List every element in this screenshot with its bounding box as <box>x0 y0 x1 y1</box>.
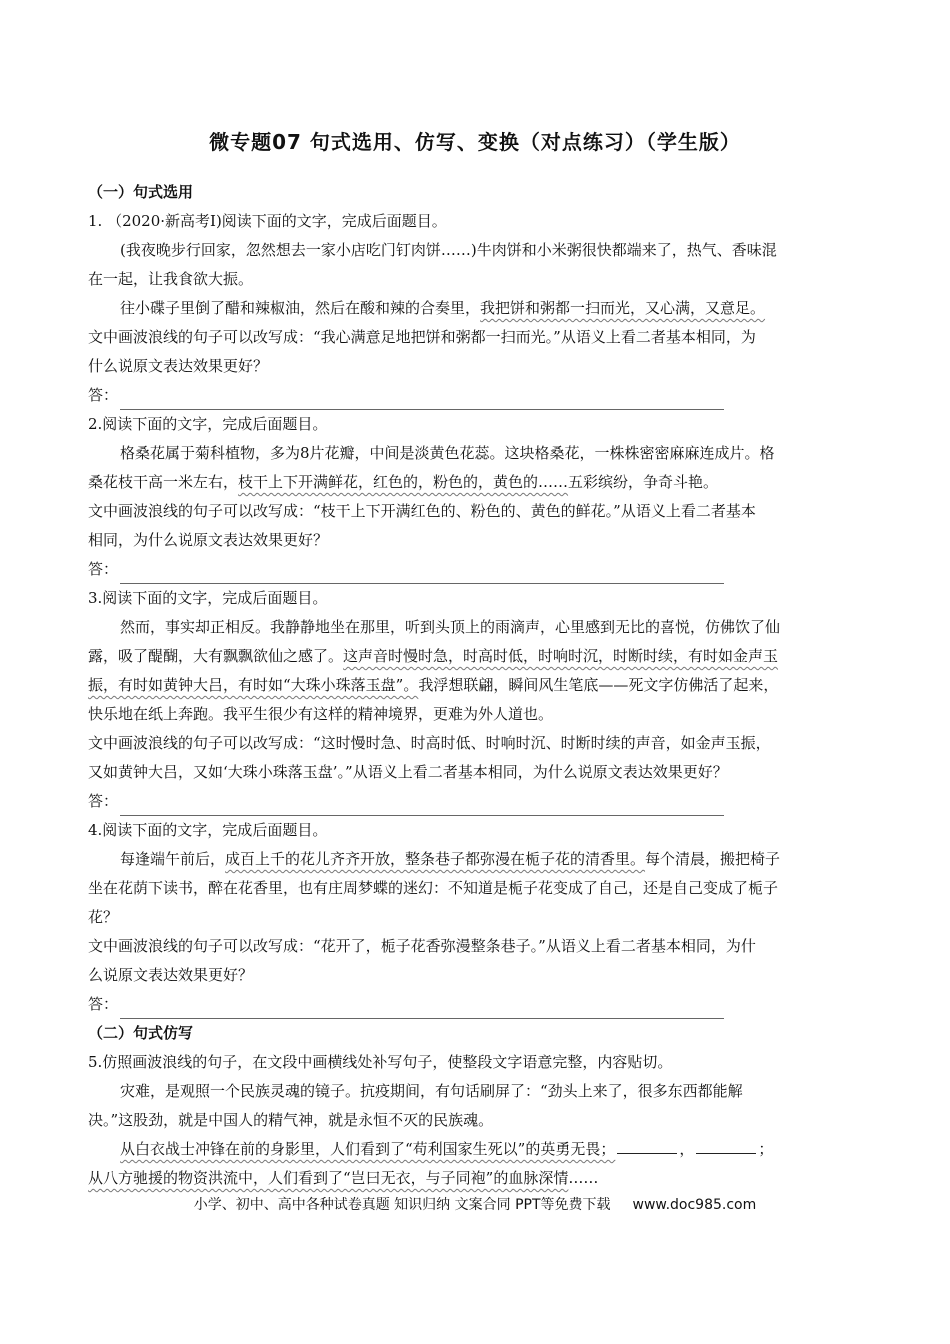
answer-line-2[interactable] <box>88 555 868 584</box>
question-2-passage-line <box>88 468 868 497</box>
document-body <box>88 178 868 1193</box>
plain-text: 我浮想联翩，瞬间风生笔底——死文字仿佛活了起来， <box>418 676 779 694</box>
fill-blank-2[interactable] <box>696 1139 756 1154</box>
fill-blank-1[interactable] <box>617 1139 677 1154</box>
question-2-prompt: 相同，为什么说原文表达效果更好？ <box>88 531 329 549</box>
question-1-stem: 1. （2020·新高考Ⅰ)阅读下面的文字，完成后面题目。 <box>88 212 447 230</box>
page-footer <box>0 1194 950 1214</box>
page-title: 微专题07 句式选用、仿写、变换（对点练习）（学生版） <box>209 130 741 154</box>
question-3-passage-line <box>88 671 868 700</box>
question-4-passage-line: 坐在花荫下读书，醉在花香里，也有庄周梦蝶的迷幻：不知道是栀子花变成了自己，还是自己变成了栀子 <box>88 879 779 897</box>
question-4-passage-line: 花？ <box>88 908 119 926</box>
question-5-passage-line: 灾难，是观照一个民族灵魂的镜子。抗疫期间，有句话刷屏了：“劲头上来了，很多东西都能解 <box>120 1082 743 1100</box>
answer-label: 答： <box>88 386 119 404</box>
wavy-underlined-sentence: 枝干上下开满鲜花，红色的，粉色的，黄色的…… <box>238 473 569 491</box>
plain-text: 露，吸了醍醐，大有飘飘欲仙之感了。 <box>88 647 344 665</box>
answer-line-4[interactable] <box>88 990 868 1019</box>
plain-text: 桑花枝干高一米左右， <box>88 473 239 491</box>
question-1-passage-line: 在一起，让我食欲大振。 <box>88 270 254 288</box>
plain-text: 每逢端午前后， <box>120 850 226 868</box>
question-5-passage-line <box>88 1164 868 1193</box>
question-1-passage-line: (我夜晚步行回家，忽然想去一家小店吃门钉肉饼……)牛肉饼和小米粥很快都端来了，热气、香味混 <box>120 241 777 259</box>
footer-text: 小学、初中、高中各种试卷真题 知识归纳 文案合同 PPT等免费下载 <box>193 1197 611 1213</box>
answer-blank[interactable] <box>120 569 724 584</box>
answer-label: 答： <box>88 560 119 578</box>
answer-blank[interactable] <box>120 1004 724 1019</box>
question-5-passage-line: 决。”这股劲，就是中国人的精气神，就是永恒不灭的民族魂。 <box>88 1111 494 1129</box>
wavy-underlined-sentence: 从白衣战士冲锋在前的身影里，人们看到了“苟利国家生死以”的英勇无畏； <box>120 1140 616 1158</box>
question-4-passage-line <box>88 845 868 874</box>
wavy-underlined-sentence: 从八方驰援的物资洪流中，人们看到了“岂曰无衣，与子同袍”的血脉深情 <box>88 1169 569 1187</box>
question-3-passage-line <box>88 642 868 671</box>
section-heading-2: （二）句式仿写 <box>88 1024 194 1042</box>
punctuation: ， <box>679 1140 695 1158</box>
question-5-passage-line <box>88 1135 868 1164</box>
question-3-passage-line: 然而，事实却正相反。我静静地坐在那里，听到头顶上的雨滴声，心里感到无比的喜悦，仿佛饮了仙 <box>120 618 781 636</box>
footer-website-link[interactable]: www.doc985.com <box>632 1197 757 1213</box>
answer-line-1[interactable] <box>88 381 868 410</box>
answer-label: 答： <box>88 995 119 1013</box>
plain-text: 每个清晨，搬把椅子 <box>645 850 781 868</box>
question-3-passage-line: 快乐地在纸上奔跑。我平生很少有这样的精神境界，更难为外人道也。 <box>88 705 554 723</box>
question-1-prompt: 文中画波浪线的句子可以改写成：“我心满意足地把饼和粥都一扫而光。”从语义上看二者基本相同，为 <box>88 328 756 346</box>
wavy-underlined-sentence: 成百上千的花儿齐齐开放，整条巷子都弥漫在栀子花的清香里。 <box>225 850 646 868</box>
answer-line-3[interactable] <box>88 787 868 816</box>
section-heading-1: （一）句式选用 <box>88 183 194 201</box>
wavy-underlined-sentence: 振，有时如黄钟大吕，有时如“大珠小珠落玉盘”。 <box>88 676 419 694</box>
question-4-prompt: 么说原文表达效果更好？ <box>88 966 254 984</box>
question-4-prompt: 文中画波浪线的句子可以改写成：“花开了，栀子花香弥漫整条巷子。”从语义上看二者基本相同，为什 <box>88 937 756 955</box>
question-1-prompt: 什么说原文表达效果更好？ <box>88 357 269 375</box>
question-2-prompt: 文中画波浪线的句子可以改写成：“枝干上下开满红色的、粉色的、黄色的鲜花。”从语义上看二者基本 <box>88 502 756 520</box>
plain-text: 五彩缤纷，争奇斗艳。 <box>568 473 719 491</box>
answer-blank[interactable] <box>120 801 724 816</box>
punctuation: ； <box>758 1140 774 1158</box>
wavy-underlined-sentence: 我把饼和粥都一扫而光，又心满，又意足。 <box>480 299 766 317</box>
plain-text: 往小碟子里倒了醋和辣椒油，然后在酸和辣的合奏里， <box>120 299 481 317</box>
answer-blank[interactable] <box>120 395 724 410</box>
question-3-prompt: 又如黄钟大吕，又如‘大珠小珠落玉盘’。”从语义上看二者基本相同，为什么说原文表达效果更好？ <box>88 763 728 781</box>
question-2-passage-line: 格桑花属于菊科植物，多为8片花瓣，中间是淡黄色花蕊。这块格桑花，一株株密密麻麻连成片。格 <box>120 444 775 462</box>
question-4-stem: 4.阅读下面的文字，完成后面题目。 <box>88 821 328 839</box>
question-1-passage-line <box>88 294 868 323</box>
plain-text: …… <box>568 1169 599 1187</box>
question-5-stem: 5.仿照画波浪线的句子，在文段中画横线处补写句子，使整段文字语意完整，内容贴切。 <box>88 1053 673 1071</box>
answer-label: 答： <box>88 792 119 810</box>
question-3-prompt: 文中画波浪线的句子可以改写成：“这时慢时急、时高时低、时响时沉、时断时续的声音，如金声玉振， <box>88 734 771 752</box>
question-2-stem: 2.阅读下面的文字，完成后面题目。 <box>88 415 328 433</box>
wavy-underlined-sentence: 这声音时慢时急，时高时低，时响时沉，时断时续，有时如金声玉 <box>343 647 779 665</box>
question-3-stem: 3.阅读下面的文字，完成后面题目。 <box>88 589 328 607</box>
